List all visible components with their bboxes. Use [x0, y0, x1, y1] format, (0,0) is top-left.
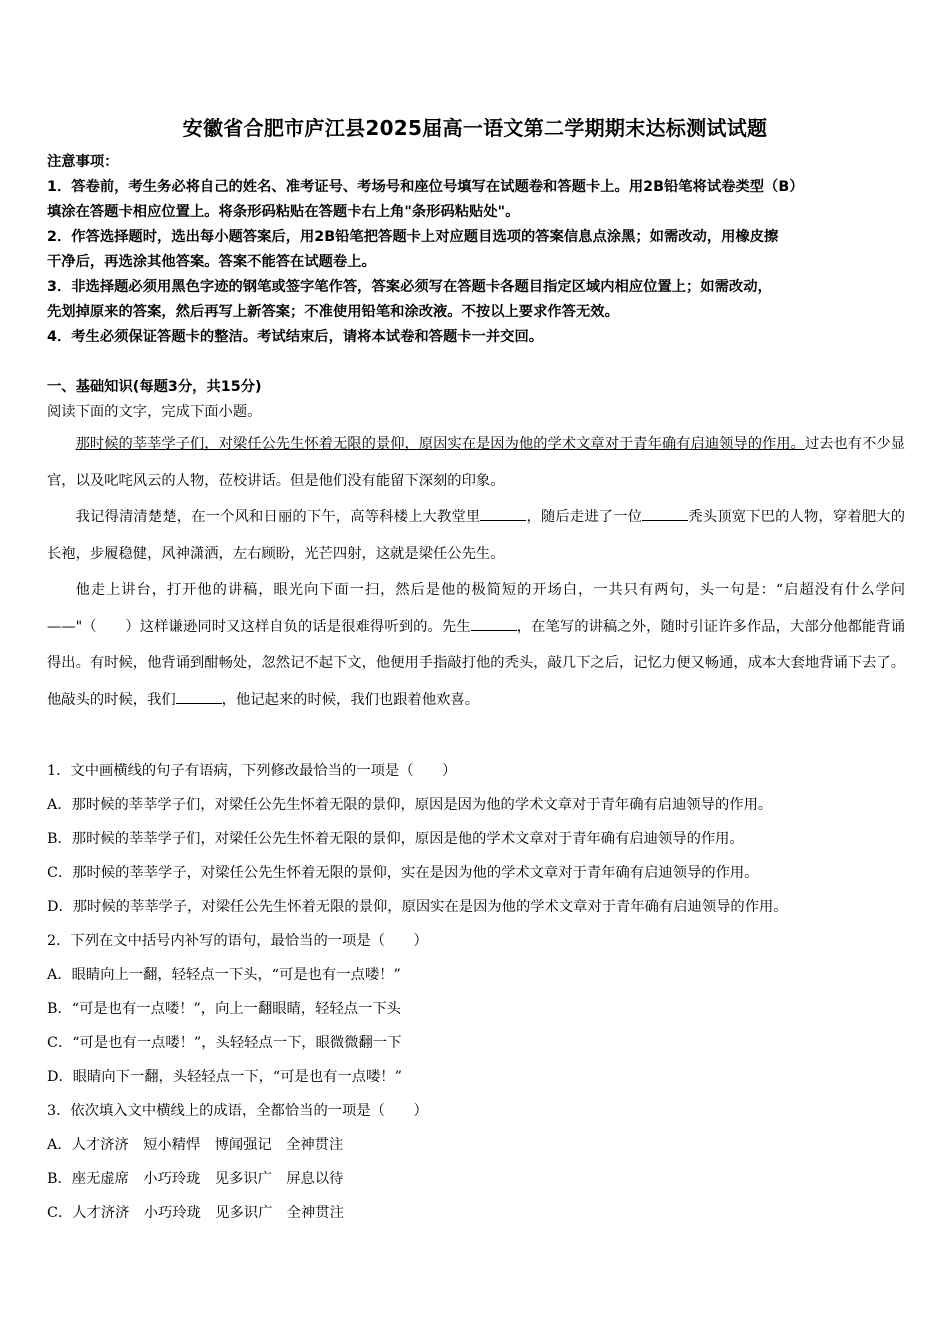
page-title: 安徽省合肥市庐江县2025届高一语文第二学期期末达标测试试题 — [182, 116, 768, 140]
passage-text: 我记得清清楚楚，在一个风和日丽的下午，高等科楼上大教堂里 — [75, 509, 481, 525]
fill-blank — [642, 507, 688, 521]
answer-option: C．那时候的莘莘学子，对梁任公先生怀着无限的景仰，实在是因为他的学术文章对于青年确有启迪领导的作用。 — [47, 865, 759, 881]
passage-paragraph — [47, 499, 905, 572]
fill-blank — [471, 617, 517, 631]
answer-option: D．眼睛向下一翻，头轻轻点一下，“可是也有一点喽！” — [47, 1069, 402, 1085]
notice-line: 2．作答选择题时，选出每小题答案后，用2B铅笔把答题卡上对应题目选项的答案信息点涂黑；如需改动，用橡皮擦 — [47, 229, 779, 245]
answer-option: A．人才济济 短小精悍 博闻强记 全神贯注 — [47, 1137, 344, 1153]
passage-text: 秃头顶宽下巴的人物，穿着肥大的长袍，步履稳健，风神潇洒，左右顾盼，光芒四射，这就是梁任公先生。 — [47, 509, 906, 562]
answer-option: B．“可是也有一点喽！”，向上一翻眼睛，轻轻点一下头 — [47, 1001, 401, 1017]
answer-option: B．那时候的莘莘学子们，对梁任公先生怀着无限的景仰，原因是他的学术文章对于青年确有启迪领导的作用。 — [47, 831, 744, 847]
answer-option: B．座无虚席 小巧玲珑 见多识广 屏息以待 — [47, 1171, 344, 1187]
notice-line: 4．考生必须保证答题卡的整洁。考试结束后，请将本试卷和答题卡一并交回。 — [47, 329, 544, 345]
section-heading: 一、基础知识(每题3分，共15分) — [47, 379, 262, 395]
reading-passage — [47, 426, 905, 718]
answer-option: A．眼睛向上一翻，轻轻点一下头，“可是也有一点喽！” — [47, 967, 401, 983]
passage-paragraph — [47, 426, 905, 499]
notice-line: 填涂在答题卡相应位置上。将条形码粘贴在答题卡右上角"条形码粘贴处"。 — [47, 204, 520, 220]
question-stem: 3．依次填入文中横线上的成语，全都恰当的一项是（ ） — [47, 1103, 428, 1119]
notice-line: 1．答卷前，考生务必将自己的姓名、准考证号、考场号和座位号填写在试题卷和答题卡上。用2B铅笔将试卷类型（B） — [47, 179, 804, 195]
passage-text: ，随后走进了一位 — [526, 509, 643, 525]
reading-instruction: 阅读下面的文字，完成下面小题。 — [47, 404, 262, 420]
passage-text: 过去也有不少显官，以及叱咤风云的人物，莅校讲话。但是他们没有能留下深刻的印象。 — [47, 436, 906, 489]
underlined-sentence: 那时候的莘莘学子们，对梁任公先生怀着无限的景仰，原因实在是因为他的学术文章对于青年确有启迪领导的作用。 — [75, 436, 805, 452]
notice-line: 干净后，再选涂其他答案。答案不能答在试题卷上。 — [47, 254, 376, 270]
notice-heading: 注意事项： — [47, 154, 119, 170]
answer-option: D．那时候的莘莘学子，对梁任公先生怀着无限的景仰，原因实在是因为他的学术文章对于青年确有启迪领导的作用。 — [47, 899, 788, 915]
passage-text: 他走上讲台，打开他的讲稿，眼光向下面一扫，然后是他的极简短的开场白，一共只有两句，头一句是：“启超没有什么学问——"（ ）这样谦逊同时又这样自负的话是很难得听到的。先生 — [47, 582, 905, 635]
passage-text: ，在笔写的讲稿之外，随时引证许多作品，大部分他都能背诵得出。有时候，他背诵到酣畅处，忽然记不起下文，他便用手指敲打他的秃头，敲几下之后，记忆力便又畅通，成本大套地背诵下去了。他敲头的时候，我们 — [47, 618, 905, 708]
question-stem: 1．文中画横线的句子有语病，下列修改最恰当的一项是（ ） — [47, 763, 457, 779]
fill-blank — [480, 507, 526, 521]
passage-text: ，他记起来的时候，我们也跟着他欢喜。 — [221, 691, 480, 708]
answer-option: A．那时候的莘莘学子们，对梁任公先生怀着无限的景仰，原因是因为他的学术文章对于青年确有启迪领导的作用。 — [47, 797, 773, 813]
notice-line: 3．非选择题必须用黑色字迹的钢笔或签字笔作答，答案必须写在答题卡各题目指定区域内相应位置上；如需改动， — [47, 279, 772, 295]
answer-option: C．人才济济 小巧玲珑 见多识广 全神贯注 — [47, 1205, 344, 1221]
passage-paragraph — [47, 572, 905, 718]
question-stem: 2．下列在文中括号内补写的语句，最恰当的一项是（ ） — [47, 933, 428, 949]
notice-line: 先划掉原来的答案，然后再写上新答案；不准使用铅笔和涂改液。不按以上要求作答无效。 — [47, 304, 619, 320]
fill-blank — [176, 690, 222, 704]
answer-option: C．“可是也有一点喽！”，头轻轻点一下，眼微微翻一下 — [47, 1035, 402, 1051]
